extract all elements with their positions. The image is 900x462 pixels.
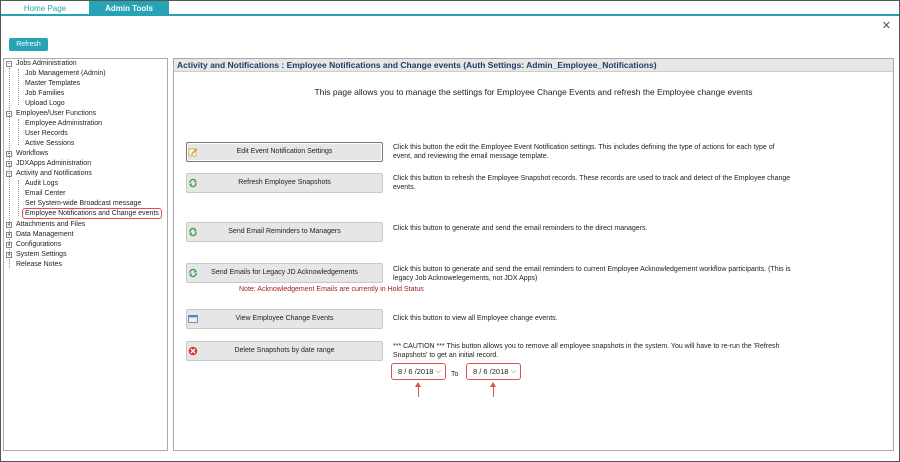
- button-label: Refresh Employee Snapshots: [238, 179, 331, 186]
- sidebar-item-email-center[interactable]: Email Center: [25, 190, 66, 197]
- chevron-down-icon: ⌵: [435, 368, 441, 375]
- action-description: Click this button the edit the Employee Event Notification settings. This includes defining the type of actions for each type of event, and reviewing the email message template.: [393, 144, 775, 160]
- date-to-value: 8 / 6 /2018: [473, 367, 509, 376]
- date-from-value: 8 / 6 /2018: [398, 367, 434, 376]
- sidebar-item-jdxapps-administration[interactable]: JDXApps Administration: [16, 160, 92, 167]
- expand-toggle-icon[interactable]: +: [7, 222, 11, 228]
- action-description: Click this button to generate and send the email reminders to the direct managers.: [393, 225, 648, 232]
- sidebar-item-configurations[interactable]: Configurations: [16, 241, 62, 248]
- expand-toggle-icon[interactable]: −: [7, 111, 11, 117]
- sidebar-item-broadcast-message[interactable]: Set System-wide Broadcast message: [25, 200, 142, 207]
- action-description: Click this button to refresh the Employee Snapshot records. These records are used to track and detect of the Employee change events.: [393, 175, 791, 191]
- action-description: *** CAUTION *** This button allows you to remove all employee snapshots in the system. You will have to re-run the 'Refresh Snapshots' to get an initial record.: [393, 343, 780, 359]
- sidebar-item-audit-logs[interactable]: Audit Logs: [25, 180, 59, 187]
- tab-home-page[interactable]: Home Page: [23, 4, 67, 13]
- top-tab-bar: [1, 1, 899, 16]
- sidebar-item-employee-user-functions[interactable]: Employee/User Functions: [16, 110, 97, 117]
- expand-toggle-icon[interactable]: +: [7, 161, 11, 167]
- sidebar-item-jobs-administration[interactable]: Jobs Administration: [16, 60, 77, 67]
- expand-toggle-icon[interactable]: +: [7, 151, 11, 157]
- delete-icon: [188, 346, 198, 356]
- send-legacy-acknowledgement-emails-button[interactable]: [186, 263, 383, 283]
- refresh-icon: [188, 227, 198, 237]
- main-panel: [173, 58, 894, 451]
- sidebar-item-data-management[interactable]: Data Management: [16, 231, 74, 238]
- delete-snapshots-button[interactable]: [186, 341, 383, 361]
- button-label: Send Emails for Legacy JD Acknowledgements: [211, 269, 358, 276]
- date-to-picker[interactable]: [466, 363, 521, 380]
- tab-admin-tools[interactable]: Admin Tools: [89, 1, 169, 16]
- expand-toggle-icon[interactable]: +: [7, 232, 11, 238]
- expand-toggle-icon[interactable]: −: [7, 171, 11, 177]
- sidebar-item-user-records[interactable]: User Records: [25, 130, 68, 137]
- button-label: Edit Event Notification Settings: [236, 148, 333, 155]
- sidebar-item-active-sessions[interactable]: Active Sessions: [25, 140, 75, 147]
- expand-toggle-icon[interactable]: +: [7, 252, 11, 258]
- sidebar-item-workflows[interactable]: Workflows: [16, 150, 49, 157]
- sidebar-item-job-families[interactable]: Job Families: [25, 90, 65, 97]
- send-email-reminders-button[interactable]: [186, 222, 383, 242]
- action-description: Click this button to view all Employee change events.: [393, 315, 558, 322]
- expand-toggle-icon[interactable]: −: [7, 61, 11, 67]
- window-icon: [188, 314, 198, 324]
- intro-text: This page allows you to manage the settings for Employee Change Events and refresh the Employee change events: [314, 87, 753, 97]
- close-icon[interactable]: ✕: [881, 20, 891, 32]
- sidebar-item-upload-logo[interactable]: Upload Logo: [25, 100, 65, 107]
- sidebar-item-activity-and-notifications[interactable]: Activity and Notifications: [16, 170, 92, 177]
- sidebar-item-master-templates[interactable]: Master Templates: [25, 80, 81, 87]
- sidebar-item-system-settings[interactable]: System Settings: [16, 251, 67, 258]
- chevron-down-icon: ⌵: [510, 368, 516, 375]
- refresh-icon: [188, 268, 198, 278]
- sidebar-item-release-notes[interactable]: Release Notes: [16, 261, 62, 268]
- sidebar-item-job-management[interactable]: Job Management (Admin): [25, 70, 106, 77]
- button-label: View Employee Change Events: [235, 315, 334, 322]
- edit-event-notification-settings-button[interactable]: [186, 142, 383, 162]
- button-label: Send Email Reminders to Managers: [228, 228, 341, 235]
- tree-guide: [18, 69, 19, 105]
- refresh-button[interactable]: Refresh: [9, 38, 48, 51]
- sidebar-item-employee-notifications[interactable]: Employee Notifications and Change events: [22, 208, 162, 219]
- date-from-picker[interactable]: [391, 363, 446, 380]
- expand-toggle-icon[interactable]: +: [7, 242, 11, 248]
- annotation-arrow: [493, 383, 494, 397]
- tree-guide: [18, 180, 19, 216]
- refresh-employee-snapshots-button[interactable]: [186, 173, 383, 193]
- refresh-icon: [188, 178, 198, 188]
- date-range-to-label: To: [451, 371, 459, 378]
- view-employee-change-events-button[interactable]: [186, 309, 383, 329]
- edit-icon: [188, 147, 198, 157]
- sidebar-tree: [3, 58, 168, 451]
- tree-guide: [18, 119, 19, 145]
- page-title: Activity and Notifications : Employee Notifications and Change events (Auth Settings: Admin_Employee_Notifications): [174, 59, 893, 72]
- tree-guide: [9, 68, 10, 268]
- sidebar-item-attachments-and-files[interactable]: Attachments and Files: [16, 221, 86, 228]
- button-label: Delete Snapshots by date range: [234, 347, 335, 354]
- annotation-arrow: [418, 383, 419, 397]
- sidebar-item-employee-administration[interactable]: Employee Administration: [25, 120, 103, 127]
- hold-status-note: Note: Acknowledgement Emails are currently in Hold Status: [239, 286, 424, 293]
- action-description: Click this button to generate and send the email reminders to current Employee Acknowledgement workflow participants. (This is legacy Job Acknowelegements, not JDX Apps): [393, 266, 791, 282]
